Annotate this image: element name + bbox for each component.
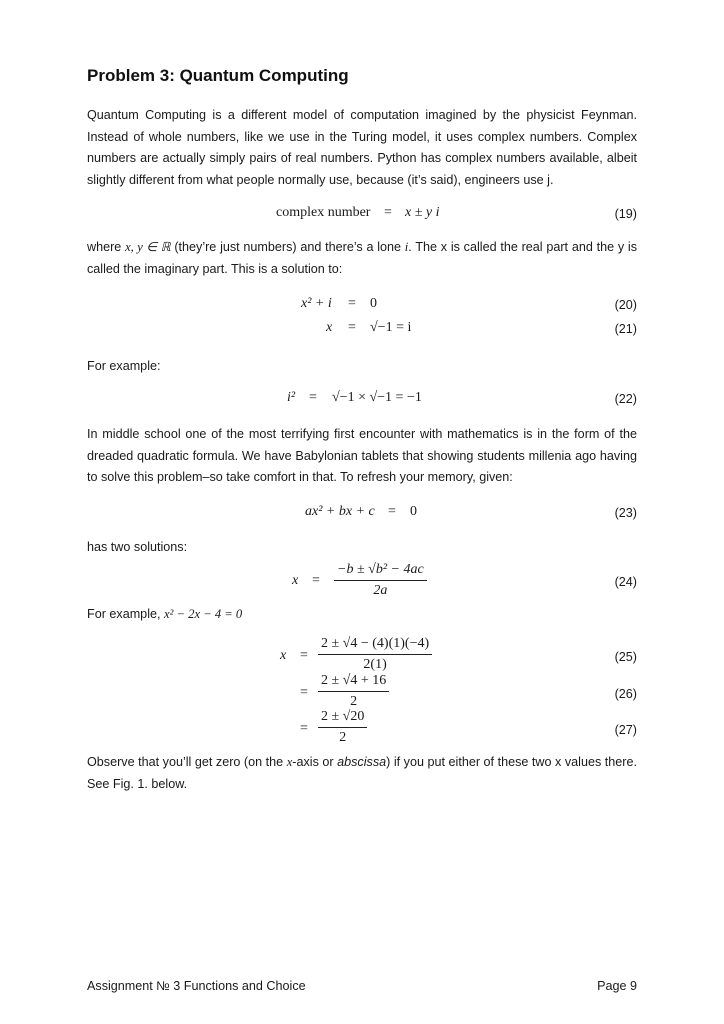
eq21-lhs: x (326, 320, 333, 335)
eq26-relation: = (300, 685, 308, 700)
eq27-number: (27) (614, 723, 637, 737)
eq24-number: (24) (614, 575, 637, 589)
eq26-fraction (318, 673, 389, 710)
eq19-lhs: complex number (276, 205, 371, 220)
eq23-relation: = (388, 504, 396, 519)
section-heading: Problem 3: Quantum Computing (87, 66, 349, 85)
eq26-number: (26) (614, 687, 637, 701)
eq23-rhs: 0 (410, 504, 417, 519)
eq21-relation: = (348, 320, 356, 335)
example2-math: x² − 2x − 4 = 0 (164, 607, 243, 621)
eq22-lhs: i² (287, 390, 296, 405)
eq26-denominator: 2 (350, 694, 358, 709)
eq20-rhs: 0 (370, 296, 377, 311)
where-paragraph (87, 237, 637, 280)
observe-text-a: Observe that you’ll get zero (on the (87, 755, 287, 769)
eq25-number: (25) (614, 650, 637, 664)
observe-text-b: -axis or (292, 755, 338, 769)
two-solutions-label: has two solutions: (87, 540, 188, 554)
observe-paragraph (87, 752, 637, 795)
eq27-fraction (318, 709, 367, 746)
eq21-number: (21) (614, 322, 637, 336)
eq24-denominator: 2a (373, 583, 388, 598)
eq20-lhs: x² + i (301, 296, 332, 311)
eq25-denominator: 2(1) (363, 657, 387, 672)
observe-x: x (286, 755, 293, 769)
footer-title: Assignment № 3 Functions and Choice (87, 979, 306, 993)
eq19-number: (19) (614, 207, 637, 221)
where-text-b: (they’re just numbers) and there’s a lone (170, 240, 405, 254)
where-text-c: . The x is called the real part and the y is called the imaginary part. This is a solution to: (87, 240, 637, 276)
eq26-numerator: 2 ± √4 + 16 (318, 673, 389, 692)
example2-text: For example, (87, 607, 164, 621)
eq19-rhs: x ± y i (405, 205, 440, 220)
eq22-relation: = (309, 390, 317, 405)
observe-emphasis: abscissa (337, 755, 387, 769)
eq25-fraction (318, 636, 432, 673)
eq20-relation: = (348, 296, 356, 311)
eq19-relation: = (384, 205, 392, 220)
where-math: x, y ∈ ℝ (125, 240, 171, 254)
eq22-rhs: √−1 × √−1 = −1 (332, 390, 422, 405)
eq22-number: (22) (614, 392, 637, 406)
intro-paragraph: Quantum Computing is a different model of computation imagined by the physicist Feynman. Instead of whole numbers, like we use in the Turing model, it uses complex numbers. Complex numbers are actually simply pairs of real numbers. Python has complex numbers available, albeit slightly different from what people normally use, because (it’s said), engineers use j. (87, 108, 637, 187)
observe-text-c: ) if you put either of these two x values there. See Fig. 1. below. (87, 755, 637, 791)
eq24-lhs: x (292, 573, 299, 588)
footer-page-number: Page 9 (597, 979, 637, 993)
eq24-numerator: −b ± √b² − 4ac (334, 562, 427, 581)
eq21-rhs: √−1 = i (370, 320, 412, 335)
eq25-numerator: 2 ± √4 − (4)(1)(−4) (318, 636, 432, 655)
where-text-a: where (87, 240, 126, 254)
eq23-lhs: ax² + bx + c (305, 504, 375, 519)
example2-paragraph (87, 604, 637, 626)
eq24-relation: = (312, 573, 320, 588)
eq25-relation: = (300, 648, 308, 663)
quadratic-paragraph: In middle school one of the most terrifying first encounter with mathematics is in the form of the dreaded quadratic formula. We have Babylonian tablets that showing students millenia ago having to solve this problem–so take comfort in that. To refresh your memory, given: (87, 427, 637, 484)
for-example-label: For example: (87, 359, 161, 373)
eq27-relation: = (300, 721, 308, 736)
eq27-numerator: 2 ± √20 (318, 709, 367, 728)
eq24-fraction (334, 562, 427, 599)
eq25-lhs: x (280, 648, 287, 663)
where-i: i (404, 240, 409, 254)
eq23-number: (23) (614, 506, 637, 520)
eq27-denominator: 2 (339, 730, 347, 745)
eq20-number: (20) (614, 298, 637, 312)
